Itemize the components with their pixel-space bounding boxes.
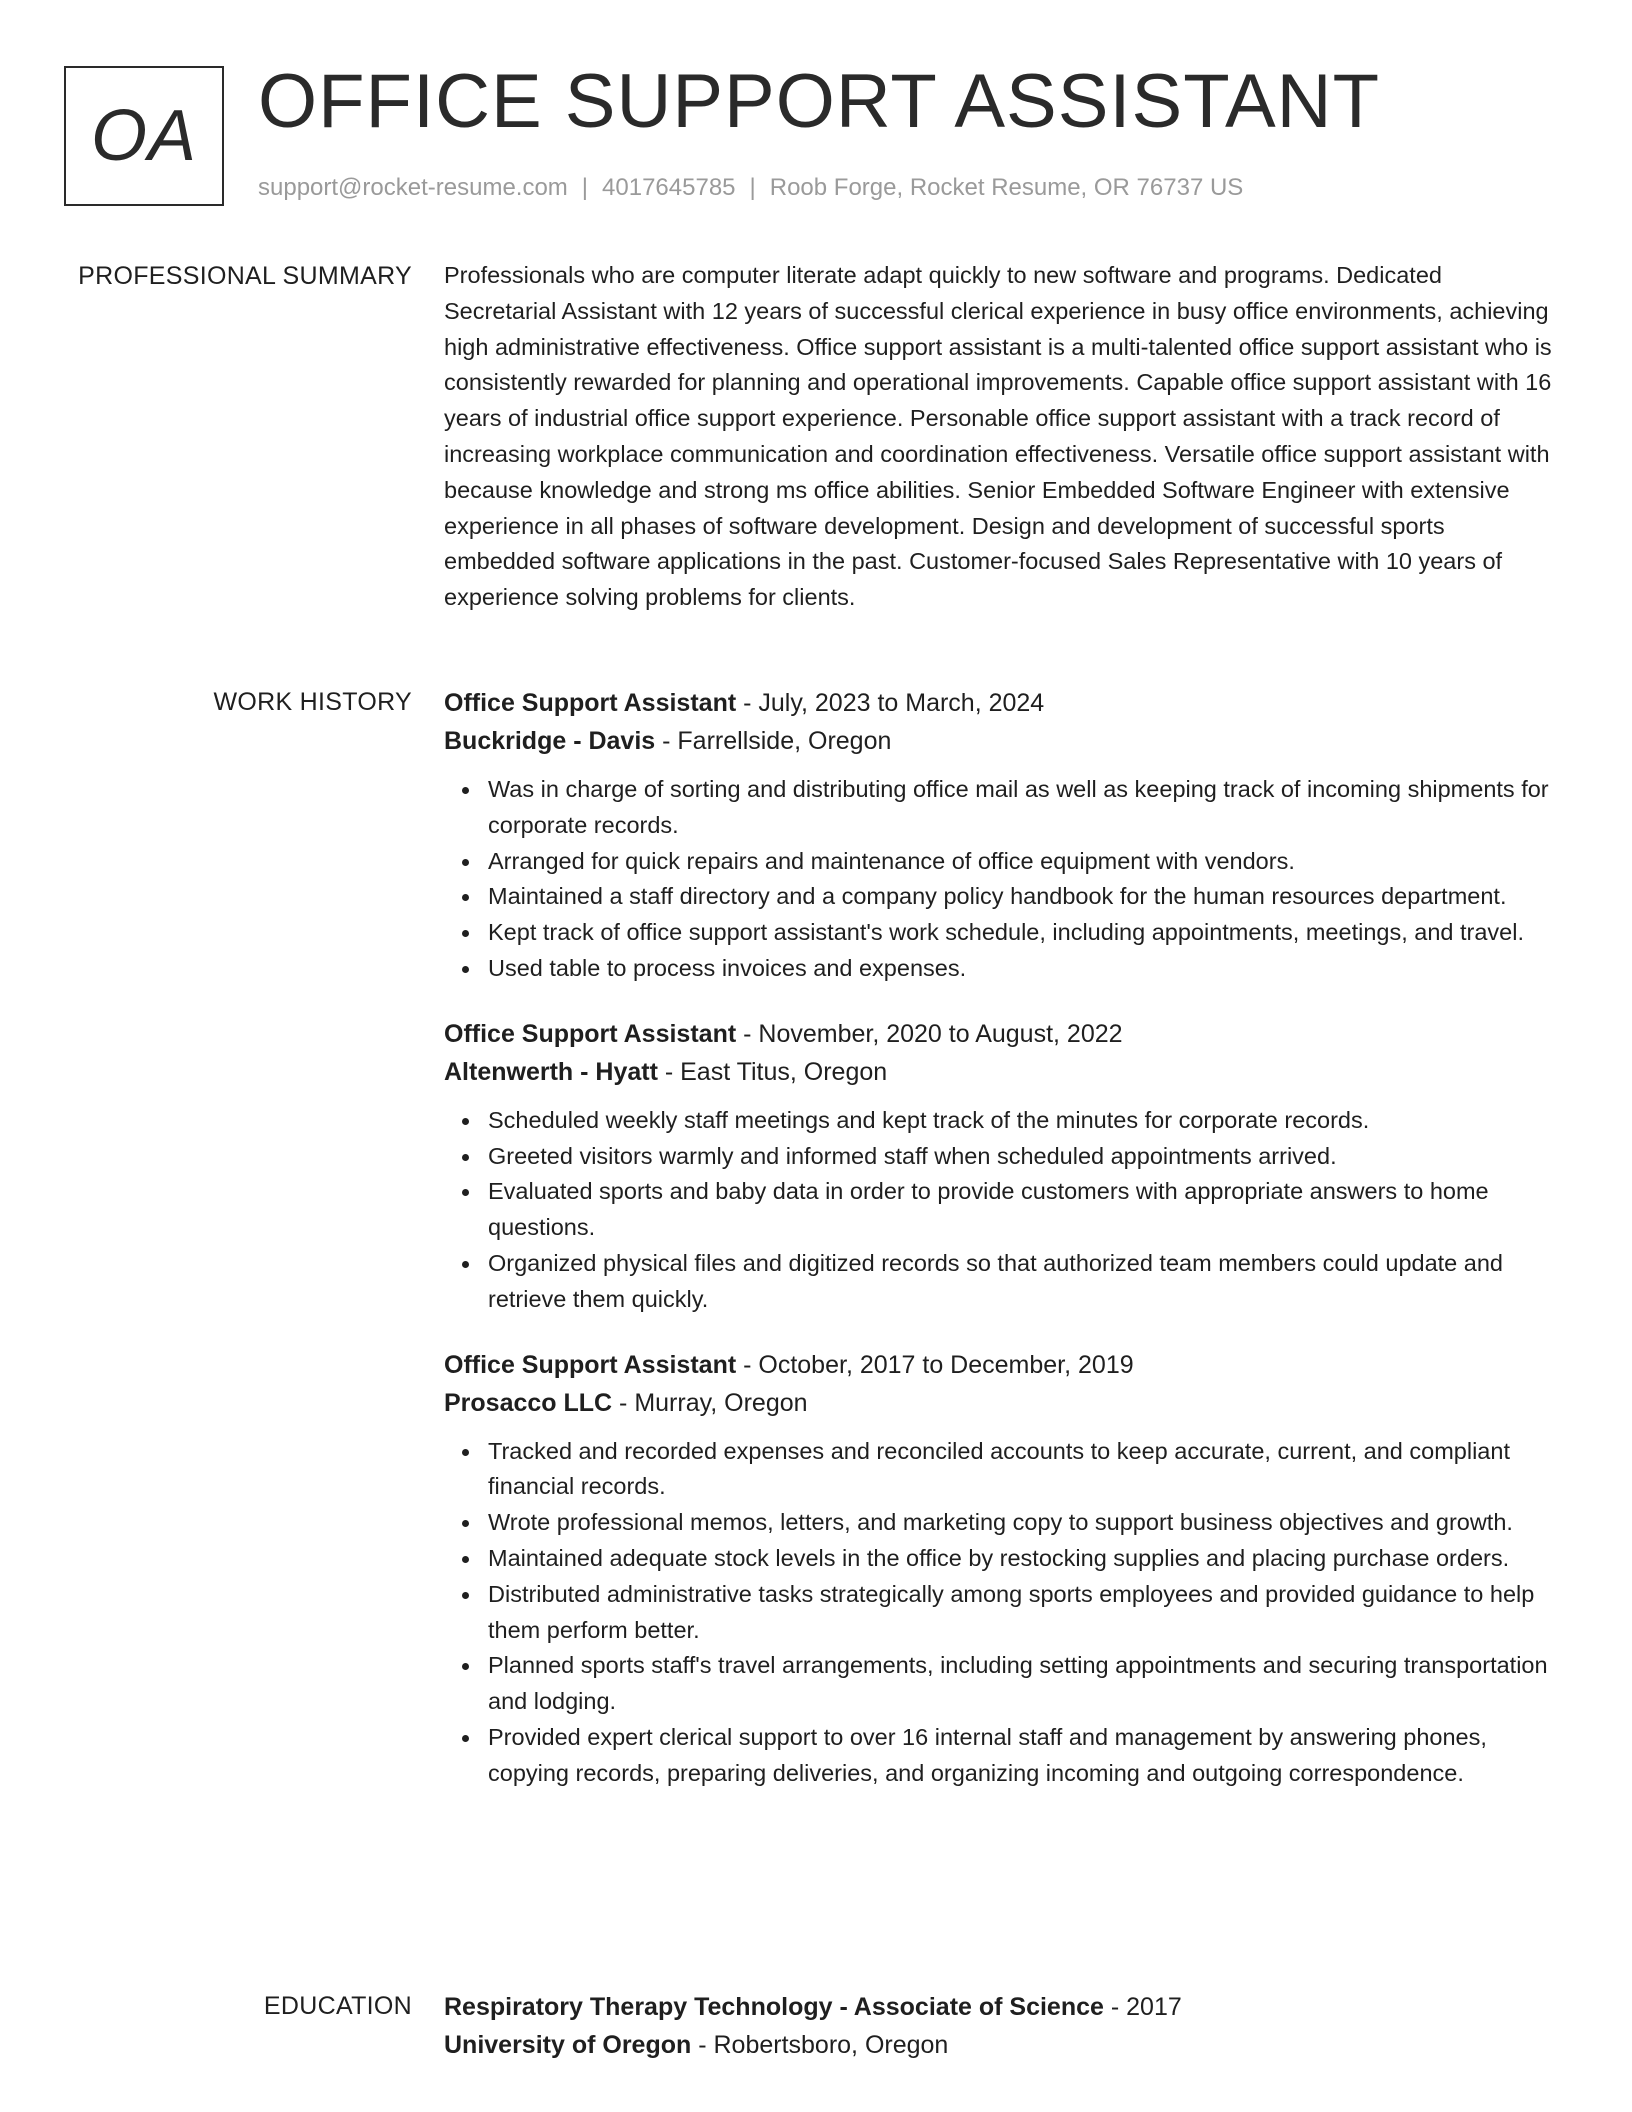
monogram-box: [64, 66, 224, 206]
monogram-initials: OA: [90, 96, 198, 176]
job-title-line: [444, 1015, 1554, 1053]
contact-address: Roob Forge, Rocket Resume, OR 76737 US: [769, 174, 1244, 201]
summary-text: Professionals who are computer literate adapt quickly to new software and programs. Dedicated Secretarial Assistant with 12 years of successful clerical experience in busy office environments, achieving high administrative effectiveness. Office support assistant is a multi-talented office support assistant who is consistently rewarded for planning and operational improvements. Capable office support assistant with 16 years of industrial office support experience. Personable office support assistant with a track record of increasing workplace communication and coordination effectiveness. Versatile office support assistant with because knowledge and strong ms office abilities. Senior Embedded Software Engineer with extensive experience in all phases of software development. Design and development of successful sports embedded software applications in the past. Customer-focused Sales Representative with 10 years of experience solving problems for clients.: [444, 262, 1552, 611]
job-company: Prosacco LLC: [444, 1388, 613, 1417]
job-bullet: Provided expert clerical support to over 16 internal staff and management by answering phones, copying records, preparing deliveries, and organizing incoming and outgoing correspondence.: [488, 1720, 1554, 1792]
job-bullet: Was in charge of sorting and distributing office mail as well as keeping track of incoming shipments for corporate records.: [488, 772, 1554, 844]
summary-heading: PROFESSIONAL SUMMARY: [78, 262, 412, 290]
job-location: - Farrellside, Oregon: [655, 727, 892, 755]
job-bullet: Planned sports staff's travel arrangements, including setting appointments and securing transportation and lodging.: [488, 1648, 1554, 1720]
education-school-line: [444, 2026, 1554, 2064]
job-title-line: [444, 684, 1554, 722]
job-dates: - July, 2023 to March, 2024: [736, 689, 1045, 717]
education-heading: EDUCATION: [263, 1992, 412, 2020]
work-history-body: [444, 684, 1554, 1820]
education-school: University of Oregon: [444, 2031, 692, 2059]
job-entry: [444, 1015, 1554, 1318]
job-company-line: [444, 1053, 1554, 1091]
page-title: OFFICE SUPPORT ASSISTANT: [258, 59, 1380, 144]
job-bullet-list: [444, 1103, 1554, 1318]
job-bullet: Wrote professional memos, letters, and marketing copy to support business objectives and growth.: [488, 1505, 1554, 1541]
job-company-line: [444, 722, 1554, 760]
contact-line: [258, 174, 1243, 202]
contact-phone[interactable]: 4017645785: [602, 174, 736, 201]
job-bullet: Arranged for quick repairs and maintenance of office equipment with vendors.: [488, 844, 1554, 880]
job-bullet: Maintained adequate stock levels in the office by restocking supplies and placing purchase orders.: [488, 1541, 1554, 1577]
job-bullet: Used table to process invoices and expenses.: [488, 951, 1554, 987]
education-degree: Respiratory Therapy Technology - Associate of Science: [444, 1993, 1104, 2021]
contact-email[interactable]: support@rocket-resume.com: [258, 174, 568, 201]
summary-body: [444, 258, 1554, 616]
work-history-heading: WORK HISTORY: [213, 688, 412, 716]
job-location: - Murray, Oregon: [612, 1388, 808, 1417]
job-dates: - November, 2020 to August, 2022: [736, 1019, 1123, 1048]
job-bullet: Greeted visitors warmly and informed staff when scheduled appointments arrived.: [488, 1139, 1554, 1175]
job-title: Office Support Assistant: [444, 1350, 737, 1379]
education-year: - 2017: [1103, 1993, 1182, 2021]
job-bullet: Maintained a staff directory and a company policy handbook for the human resources department.: [488, 879, 1554, 915]
job-bullet: Evaluated sports and baby data in order to provide customers with appropriate answers to home questions.: [488, 1174, 1554, 1246]
job-title-line: [444, 1346, 1554, 1384]
job-bullet: Distributed administrative tasks strategically among sports employees and provided guidance to help them perform better.: [488, 1577, 1554, 1649]
job-bullet: Scheduled weekly staff meetings and kept track of the minutes for corporate records.: [488, 1103, 1554, 1139]
job-title: Office Support Assistant: [444, 689, 737, 717]
education-location: - Robertsboro, Oregon: [691, 2031, 949, 2059]
job-company: Buckridge - Davis: [444, 727, 656, 755]
job-bullet: Tracked and recorded expenses and reconciled accounts to keep accurate, current, and compliant financial records.: [488, 1434, 1554, 1506]
job-bullet-list: [444, 772, 1554, 987]
job-bullet-list: [444, 1434, 1554, 1792]
job-entry: [444, 1346, 1554, 1792]
job-title: Office Support Assistant: [444, 1019, 737, 1048]
job-company: Altenwerth - Hyatt: [444, 1057, 658, 1086]
job-dates: - October, 2017 to December, 2019: [736, 1350, 1134, 1379]
education-degree-line: [444, 1988, 1554, 2026]
job-bullet: Organized physical files and digitized records so that authorized team members could update and retrieve them quickly.: [488, 1246, 1554, 1318]
job-location: - East Titus, Oregon: [657, 1057, 888, 1086]
job-company-line: [444, 1384, 1554, 1422]
contact-separator: |: [749, 174, 756, 201]
contact-separator: |: [581, 174, 589, 201]
education-body: [444, 1988, 1554, 2064]
job-bullet: Kept track of office support assistant's work schedule, including appointments, meetings, and travel.: [488, 915, 1554, 951]
job-entry: [444, 684, 1554, 987]
